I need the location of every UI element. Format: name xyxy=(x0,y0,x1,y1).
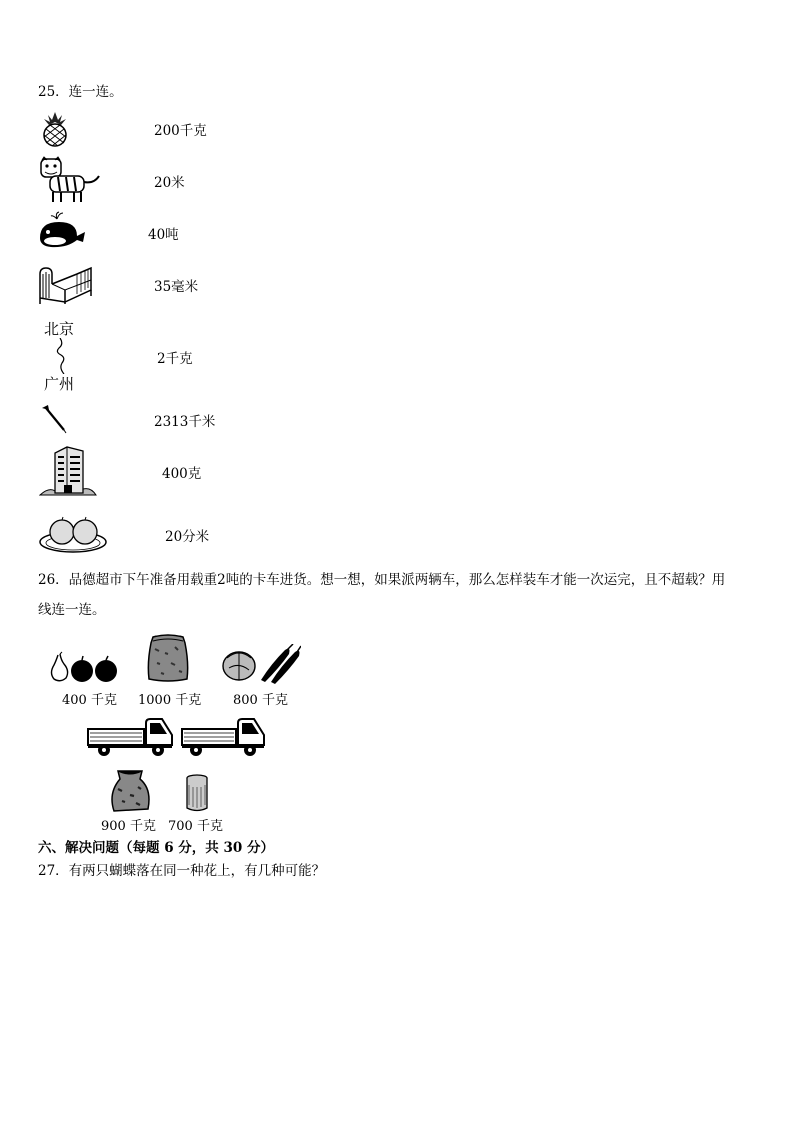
q25-measure-5: 2千克 xyxy=(157,351,193,367)
q25-measure-7: 400克 xyxy=(162,466,202,482)
q26-title-line1: 26．品德超市下午准备用载重2吨的卡车进货。想一想，如果派两辆车，那么怎样装车才能一次运完，且不超载？用 xyxy=(38,572,726,588)
bed-icon xyxy=(37,260,93,306)
plate-of-fruit-icon xyxy=(38,512,108,554)
q25-measure-3: 40吨 xyxy=(148,227,179,243)
sack-icon xyxy=(145,633,191,683)
map-city-beijing: 北京 xyxy=(44,320,75,338)
truck-icon[interactable] xyxy=(180,715,268,757)
goods-weight-1: 400 千克 xyxy=(62,693,117,708)
truck-icon[interactable] xyxy=(86,715,176,757)
whale-icon xyxy=(37,210,87,250)
goods-weight-3: 800 千克 xyxy=(233,693,288,708)
bag-icon xyxy=(108,769,154,813)
building-icon xyxy=(39,443,97,497)
map-city-guangzhou: 广州 xyxy=(44,375,75,393)
vegetables-icon xyxy=(221,644,301,684)
q25-measure-8: 20分米 xyxy=(165,529,210,545)
goods-weight-2: 1000 千克 xyxy=(138,693,202,708)
barrel-icon xyxy=(184,773,210,813)
q25-measure-2: 20米 xyxy=(154,175,185,191)
q25-measure-6: 2313千米 xyxy=(154,414,216,430)
pineapple-icon xyxy=(38,111,72,147)
nail-icon xyxy=(40,404,68,434)
fruit-icon xyxy=(48,651,118,685)
goods-weight-5: 700 千克 xyxy=(168,819,223,834)
q25-measure-4: 35毫米 xyxy=(154,279,199,295)
section-heading: 六、解决问题（每题 6 分，共 30 分） xyxy=(38,840,274,856)
q27-title: 27．有两只蝴蝶落在同一种花上，有几种可能？ xyxy=(38,863,326,879)
goods-weight-4: 900 千克 xyxy=(101,819,156,834)
beijing-guangzhou-map xyxy=(40,318,90,394)
q26-title-line2: 线连一连。 xyxy=(38,602,106,618)
tiger-icon xyxy=(36,156,102,204)
q25-measure-1: 200千克 xyxy=(154,123,207,139)
q25-title: 25．连一连。 xyxy=(38,84,123,100)
